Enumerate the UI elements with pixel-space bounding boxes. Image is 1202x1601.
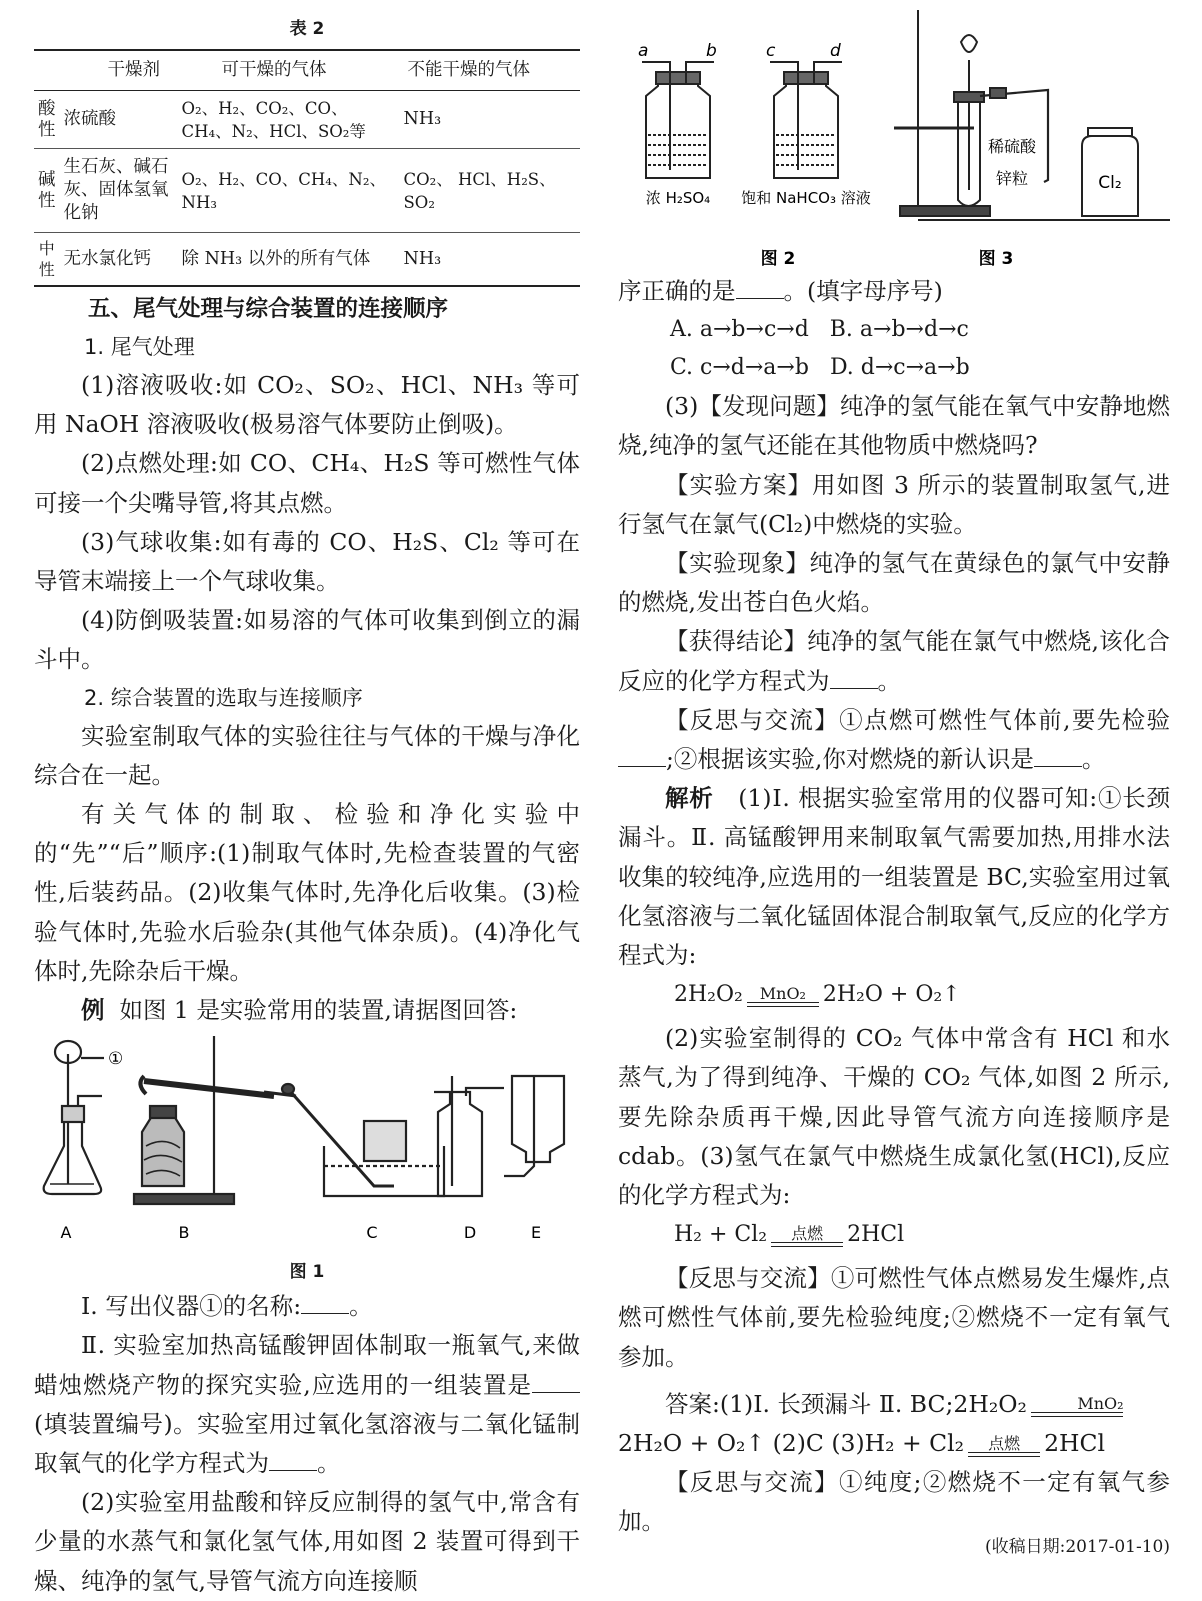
row-agent: 无水氯化钙 — [60, 233, 178, 287]
answer-blank[interactable] — [1034, 747, 1082, 767]
option-a[interactable]: A. a→b→c→d — [670, 317, 809, 343]
fig1-label-e: E — [530, 1223, 542, 1243]
table-row — [34, 233, 580, 287]
figure-1-apparatus — [34, 1036, 580, 1251]
fig1-label-b: B — [178, 1223, 190, 1243]
section-title: 五、尾气处理与综合装置的连接顺序 — [88, 296, 449, 322]
figure-2-caption: 图 2 — [760, 249, 796, 269]
options-row-1 — [618, 311, 1170, 349]
figure-1-caption: 图 1 — [289, 1262, 325, 1283]
fig1-label-a: A — [60, 1223, 72, 1243]
answer-line-2: 2H₂O + O₂↑ (2)C (3)H₂ + Cl₂ 点燃 2HCl — [618, 1429, 1106, 1458]
row-ok: O₂、H₂、CO、CH₄、N₂、NH₃ — [178, 149, 400, 233]
fig3-zinc-label: 锌粒 — [996, 169, 1029, 188]
analysis-p2: (2)实验室制得的 CO₂ 气体中常含有 HCl 和水蒸气,为了得到纯净、干燥的 CO₂ 气体,如图 2 所示,要先除杂质再干燥,因此导管气流方向连接顺序是 cdab。(3)氢气在氯气中燃烧生成氯化氢(HCl),反应的化学方程式为: — [618, 1024, 1170, 1210]
th-no: 不能干燥的气体 — [400, 50, 581, 91]
sub-heading-2: 2. 综合装置的选取与连接顺序 — [84, 685, 363, 710]
para-observation: 【实验现象】纯净的氢气在黄绿色的氯气中安静的燃烧,发出苍白色火焰。 — [618, 549, 1171, 617]
fig1-label-d: D — [463, 1223, 477, 1243]
question-2-cont: 序正确的是 。(填字母序号) — [618, 277, 943, 305]
answer-blank[interactable] — [301, 1294, 349, 1314]
table-caption: 表 2 — [289, 19, 325, 39]
fig1-label-c: C — [366, 1223, 378, 1243]
th-ok: 可干燥的气体 — [178, 50, 400, 91]
answer-blank[interactable] — [618, 747, 666, 767]
option-d[interactable]: D. d→c→a→b — [829, 355, 970, 381]
example-tag: 例 — [81, 996, 105, 1025]
fig2-port-b: b — [706, 41, 717, 61]
para-absorb: (1)溶液吸收:如 CO₂、SO₂、HCl、NH₃ 等可用 NaOH 溶液吸收(极易溶气体要防止倒吸)。 — [34, 371, 580, 439]
fig3-jar-label: Cl₂ — [1098, 173, 1122, 193]
answer-line-3: 【反思与交流】①纯度;②燃烧不一定有氧气参加。 — [618, 1468, 1171, 1536]
question-1b: Ⅱ. 实验室加热高锰酸钾固体制取一瓶氧气,来做蜡烛燃烧产物的探究实验,应选用的一组装置是(填装置编号)。实验室用过氧化氢溶液与二氧化锰制取氧气的化学方程式为 。 — [34, 1331, 580, 1478]
right-column — [618, 0, 1170, 1576]
row-kind: 酸 性 — [34, 91, 60, 149]
th-agent: 干燥剂 — [60, 50, 178, 91]
row-kind: 中性 — [34, 233, 60, 287]
para-combined: 实验室制取气体的实验往往与气体的干燥与净化综合在一起。 — [34, 721, 580, 789]
para-order: 有关气体的制取、检验和净化实验中的“先”“后”顺序:(1)制取气体时,先检查装置的气密性,后装药品。(2)收集气体时,先净化后收集。(3)检验气体时,先验水后验杂(其他气体杂质)。(4)净化气体时,先除杂后干燥。 — [34, 800, 580, 985]
row-no: NH₃ — [400, 233, 581, 287]
para-burn: (2)点燃处理:如 CO、CH₄、H₂S 等可燃性气体可接一个尖嘴导管,将其点燃。 — [34, 449, 580, 517]
question-2: (2)实验室用盐酸和锌反应制得的氢气中,常含有少量的水蒸气和氯化氢气体,用如图 2 装置可得到干燥、纯净的氢气,导管气流方向连接顺 — [34, 1488, 580, 1595]
drying-agent-table — [34, 49, 580, 287]
fig2-bottle2-label: 饱和 NaHCO₃ 溶液 — [741, 189, 871, 207]
answer-blank[interactable] — [269, 1451, 317, 1471]
row-ok: O₂、H₂、CO₂、CO、CH₄、N₂、HCl、SO₂等 — [178, 91, 400, 149]
analysis-tag: 解析 — [665, 784, 714, 813]
row-agent: 浓硫酸 — [60, 91, 178, 149]
table-row — [34, 149, 580, 233]
example-text: 如图 1 是实验常用的装置,请据图回答: — [119, 996, 518, 1025]
answer-line-1: 答案:(1)Ⅰ. 长颈漏斗 Ⅱ. BC;2H₂O₂ MnO₂ — [665, 1389, 1124, 1418]
para-reflect: 【反思与交流】①点燃可燃性气体前,要先检验;②根据该实验,你对燃烧的新认识是 。 — [618, 701, 1170, 779]
fig2-bottle1-label: 浓 H₂SO₄ — [645, 189, 711, 207]
equation-2: H₂ + Cl₂ 点燃 2HCl — [618, 1215, 1170, 1259]
left-column — [34, 0, 580, 1595]
analysis-p3: 【反思与交流】①可燃性气体点燃易发生爆炸,点燃可燃性气体前,要先检验纯度;②燃烧不一定有氧气参加。 — [618, 1264, 1170, 1371]
eq1-condition: MnO₂ — [759, 984, 806, 1004]
question-1a: Ⅰ. 写出仪器①的名称: 。 — [81, 1292, 373, 1321]
row-no: NH₃ — [400, 91, 581, 149]
fig2-port-d: d — [830, 41, 841, 61]
row-kind: 碱 性 — [34, 149, 60, 233]
para-antisuck: (4)防倒吸装置:如易溶的气体可收集到倒立的漏斗中。 — [34, 606, 580, 674]
answer-blank[interactable] — [830, 669, 878, 689]
option-b[interactable]: B. a→b→d→c — [829, 317, 969, 343]
sub-heading-1: 1. 尾气处理 — [84, 335, 195, 359]
fig3-acid-label: 稀硫酸 — [988, 137, 1037, 156]
fig2-port-c: c — [766, 41, 776, 61]
analysis-p1: 解析 (1)Ⅰ. 根据实验室常用的仪器可知:①长颈漏斗。Ⅱ. 高锰酸钾用来制取氧气需要加热,用排水法收集的较纯净,应选用的一组装置是 BC,实验室用过氧化氢溶液与二氧化锰固体混合制取氧气,反应的化学方程式为: — [618, 784, 1170, 970]
row-no: CO₂、 HCl、H₂S、SO₂ — [400, 149, 581, 233]
para-balloon: (3)气球收集:如有毒的 CO、H₂S、Cl₂ 等可在导管末端接上一个气球收集。 — [34, 527, 580, 596]
example-intro — [34, 991, 580, 1030]
options-row-2 — [618, 349, 1170, 387]
figure-2-3-apparatus — [618, 0, 1170, 272]
eq2-condition: 点燃 — [791, 1224, 824, 1244]
received-date: (收稿日期:2017-01-10) — [984, 1536, 1170, 1557]
row-ok: 除 NH₃ 以外的所有气体 — [178, 233, 400, 287]
para-find: (3)【发现问题】纯净的氢气能在氧气中安静地燃烧,纯净的氢气还能在其他物质中燃烧吗? — [618, 392, 1171, 460]
answer-blank[interactable] — [736, 279, 784, 299]
answer-blank[interactable] — [532, 1373, 580, 1393]
fig1-marker: ① — [108, 1049, 124, 1070]
fig2-port-a: a — [638, 41, 649, 61]
option-c[interactable]: C. c→d→a→b — [670, 355, 809, 381]
para-conclusion: 【获得结论】纯净的氢气能在氯气中燃烧,该化合反应的化学方程式为 。 — [618, 627, 1170, 695]
equation-1: 2H₂O₂ MnO₂ 2H₂O + O₂↑ — [618, 975, 1170, 1019]
para-plan: 【实验方案】用如图 3 所示的装置制取氢气,进行氢气在氯气(Cl₂)中燃烧的实验。 — [618, 470, 1170, 538]
row-agent: 生石灰、碱石灰、固体氢氧化钠 — [60, 149, 178, 233]
figure-3-caption: 图 3 — [978, 249, 1014, 269]
table-row — [34, 91, 580, 149]
